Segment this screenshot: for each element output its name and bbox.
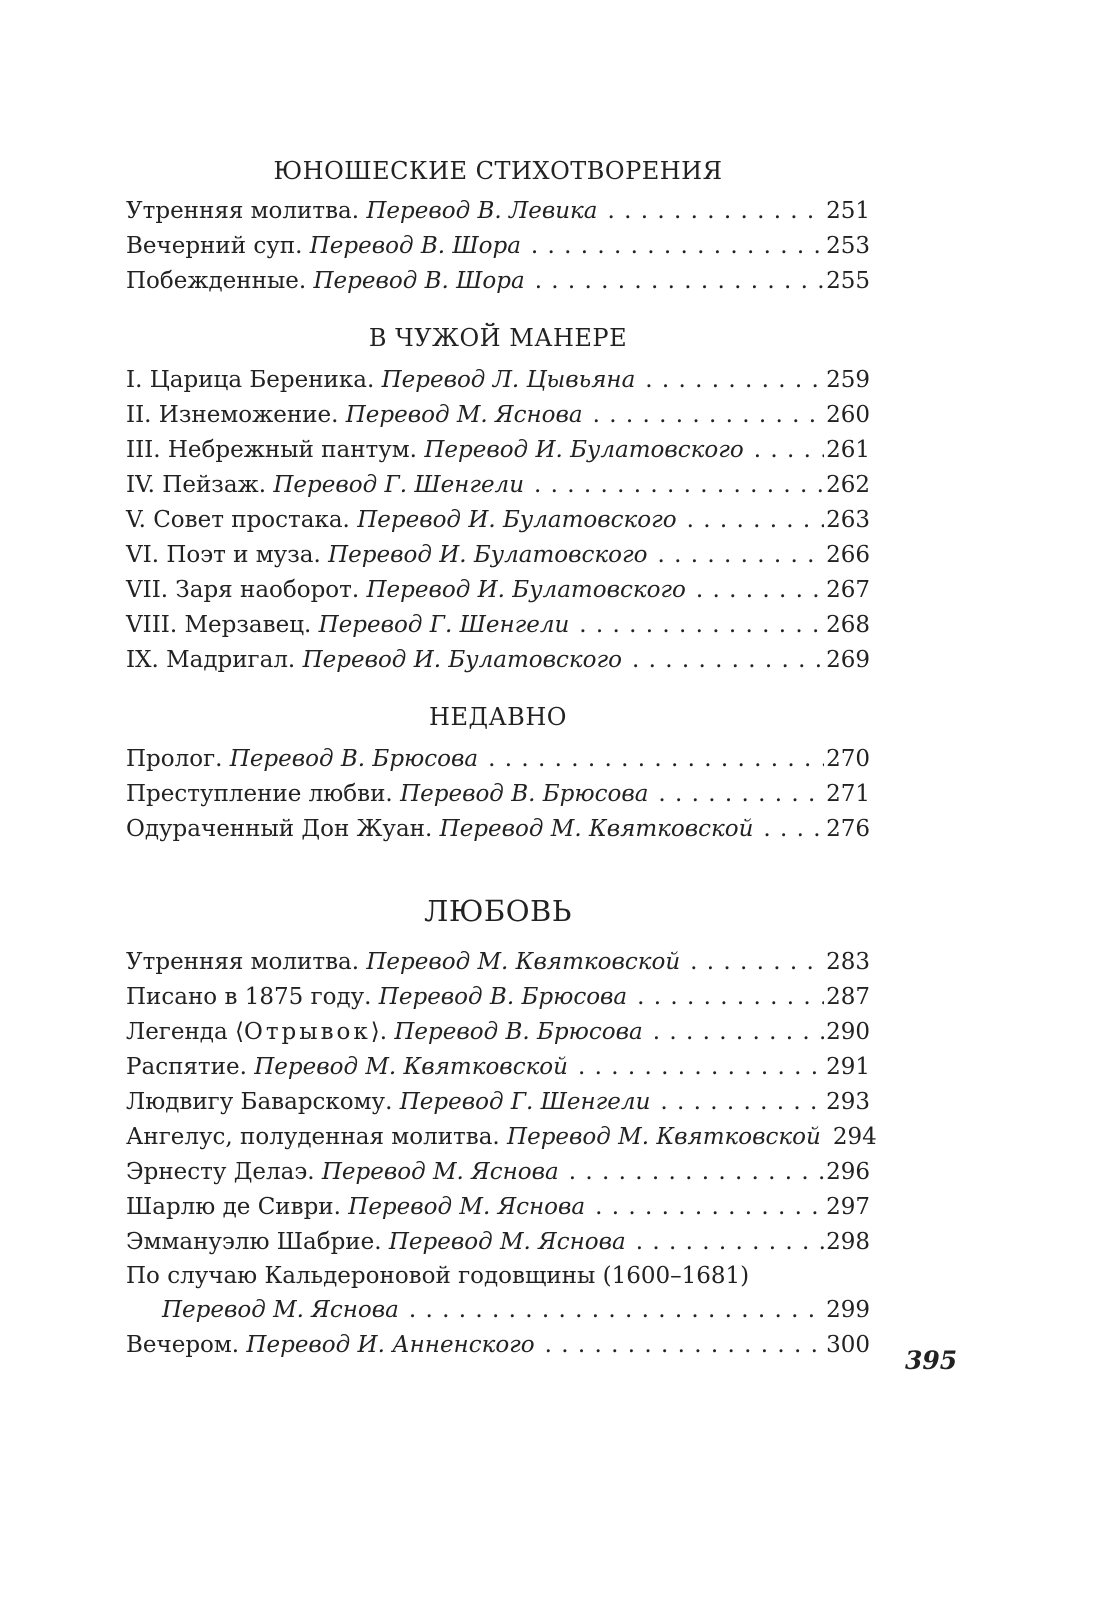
entry-translator: Перевод И. Булатовского	[328, 542, 648, 568]
section-title: НЕДАВНО	[429, 703, 567, 731]
entry-translator: Перевод И. Булатовского	[302, 647, 622, 673]
dot-leader	[637, 980, 824, 1015]
toc-entry	[126, 363, 870, 398]
toc-entry	[126, 643, 870, 678]
entry-translator: Перевод М. Яснова	[388, 1229, 626, 1255]
entry-translator: Перевод В. Шора	[309, 233, 521, 259]
dot-leader	[607, 194, 824, 229]
toc-entry	[126, 777, 870, 812]
dot-leader	[579, 608, 824, 643]
table-of-contents	[126, 150, 877, 1363]
dot-leader	[534, 468, 824, 503]
entry-title: Утренняя молитва.	[126, 198, 360, 224]
dot-leader	[763, 812, 824, 847]
entry-title: Людвигу Баварскому.	[126, 1089, 393, 1115]
entry-title: VI. Поэт и муза.	[126, 542, 321, 568]
dot-leader	[687, 503, 825, 538]
entry-translator: Перевод М. Яснова	[321, 1159, 559, 1185]
entry-translator: Перевод М. Квятковской	[254, 1054, 568, 1080]
section-title: ЮНОШЕСКИЕ СТИХОТВОРЕНИЯ	[273, 157, 723, 185]
dot-leader	[632, 643, 824, 678]
entry-page: 255	[826, 268, 870, 294]
entry-translator: Перевод М. Квятковской	[366, 949, 681, 975]
entry-title: Одураченный Дон Жуан.	[126, 816, 433, 842]
toc-entry	[126, 468, 870, 503]
section-title: ЛЮБОВЬ	[424, 894, 572, 928]
toc-entry	[126, 1050, 870, 1085]
toc-entry	[126, 433, 870, 468]
dot-leader	[593, 398, 824, 433]
dot-leader	[660, 1085, 824, 1120]
toc-section	[126, 891, 877, 1363]
toc-entry	[126, 194, 870, 229]
entry-page: 261	[826, 437, 870, 463]
entry-translator: Перевод М. Яснова	[348, 1194, 586, 1220]
toc-entry	[126, 229, 870, 264]
entry-title: Утренняя молитва.	[126, 949, 360, 975]
entry-page: 293	[826, 1089, 870, 1115]
entry-translator: Перевод В. Брюсова	[378, 984, 628, 1010]
entry-title: Вечерний суп.	[126, 233, 303, 259]
entry-title: Эммануэлю Шабрие.	[126, 1229, 382, 1255]
toc-entry	[126, 538, 870, 573]
entry-title: I. Царица Береника.	[126, 367, 375, 393]
entry-page: 263	[826, 507, 870, 533]
dot-leader	[595, 1190, 824, 1225]
page-number: 395	[905, 1346, 958, 1375]
dot-leader	[488, 742, 824, 777]
entry-translator: Перевод В. Брюсова	[400, 781, 649, 807]
entry-title: V. Совет простака.	[126, 507, 350, 533]
toc-entry	[126, 742, 870, 777]
entry-page: 287	[826, 984, 870, 1010]
entry-translator: Перевод В. Левика	[366, 198, 598, 224]
entry-translator: Перевод Л. Цывьяна	[381, 367, 636, 393]
entry-page: 253	[826, 233, 870, 259]
entry-translator: Перевод И. Булатовского	[366, 577, 686, 603]
toc-entry	[126, 1155, 870, 1190]
dot-leader	[531, 229, 824, 264]
entry-page: 296	[826, 1159, 870, 1185]
toc-entry	[126, 980, 870, 1015]
toc-entry	[126, 812, 870, 847]
entry-title: Вечером.	[126, 1332, 240, 1358]
entry-page: 262	[826, 472, 870, 498]
entry-title: IV. Пейзаж.	[126, 472, 267, 498]
toc-entry	[126, 1225, 870, 1260]
entry-page: 276	[826, 816, 870, 842]
entry-title: II. Изнеможение.	[126, 402, 339, 428]
toc-entry	[126, 1085, 870, 1120]
toc-section	[126, 321, 870, 678]
entry-title: Писано в 1875 году.	[126, 984, 372, 1010]
entry-page: 270	[826, 746, 870, 772]
entry-title: III. Небрежный пантум.	[126, 437, 417, 463]
entry-page: 259	[826, 367, 870, 393]
entry-page: 260	[826, 402, 870, 428]
entry-page: 251	[826, 198, 870, 224]
entry-page: 300	[826, 1332, 870, 1358]
entry-page: 299	[826, 1297, 870, 1323]
entry-translator: Перевод В. Брюсова	[394, 1019, 643, 1045]
entry-title	[126, 1019, 387, 1045]
entry-translator: Перевод В. Шора	[313, 268, 525, 294]
toc-entry	[126, 573, 870, 608]
entry-page: 283	[826, 949, 870, 975]
dot-leader	[535, 264, 824, 299]
toc-section	[126, 700, 870, 847]
dot-leader	[645, 363, 824, 398]
entry-title: Распятие.	[126, 1054, 247, 1080]
entry-title: Шарлю де Сиври.	[126, 1194, 341, 1220]
section-title: В ЧУЖОЙ МАНЕРЕ	[368, 324, 628, 352]
toc-entry	[126, 1328, 870, 1363]
entry-title-post: ⟩.	[370, 1019, 388, 1045]
toc-entry	[126, 1293, 870, 1328]
entry-title-pre: Легенда ⟨	[126, 1019, 244, 1045]
entry-translator: Перевод И. Булатовского	[357, 507, 677, 533]
toc-entry	[126, 945, 870, 980]
entry-title: VII. Заря наоборот.	[126, 577, 360, 603]
entry-title: VIII. Мерзавец.	[126, 612, 312, 638]
dot-leader	[690, 945, 824, 980]
entry-page: 294	[832, 1124, 877, 1150]
entry-page: 298	[826, 1229, 870, 1255]
entry-title: Эрнесту Делаэ.	[126, 1159, 315, 1185]
entry-title-line: По случаю Кальдероновой годовщины (1600–1681)	[126, 1263, 750, 1289]
entry-translator: Перевод М. Яснова	[162, 1297, 399, 1323]
entry-title: Побежденные.	[126, 268, 307, 294]
entry-title: Ангелус, полуденная молитва.	[126, 1124, 500, 1150]
toc-entry	[126, 1015, 870, 1050]
dot-leader	[653, 1015, 824, 1050]
dot-leader	[696, 573, 824, 608]
entry-translator: Перевод М. Квятковской	[507, 1124, 821, 1150]
entry-page: 290	[826, 1019, 870, 1045]
dot-leader	[754, 433, 824, 468]
entry-page: 271	[826, 781, 870, 807]
toc-section	[126, 154, 870, 299]
toc-entry	[126, 1120, 877, 1155]
toc-entry	[126, 503, 870, 538]
dot-leader	[545, 1328, 824, 1363]
dot-leader	[578, 1050, 824, 1085]
entry-translator: Перевод Г. Шенгели	[273, 472, 525, 498]
entry-translator: Перевод И. Булатовского	[424, 437, 744, 463]
dot-leader	[657, 538, 824, 573]
entry-title: Преступление любви.	[126, 781, 393, 807]
entry-translator: Перевод М. Квятковской	[439, 816, 754, 842]
entry-page: 297	[826, 1194, 870, 1220]
entry-page: 268	[826, 612, 870, 638]
dot-leader	[636, 1225, 824, 1260]
entry-page: 266	[826, 542, 870, 568]
dot-leader	[569, 1155, 824, 1190]
entry-translator: Перевод В. Брюсова	[229, 746, 479, 772]
toc-entry	[126, 608, 870, 643]
dot-leader	[658, 777, 824, 812]
entry-page: 291	[826, 1054, 870, 1080]
entry-page: 267	[826, 577, 870, 603]
entry-title: IX. Мадригал.	[126, 647, 296, 673]
entry-translator: Перевод Г. Шенгели	[399, 1089, 651, 1115]
entry-title-spaced: Отрывок	[243, 1019, 371, 1045]
entry-page: 269	[826, 647, 870, 673]
toc-entry	[126, 264, 870, 299]
entry-translator: Перевод И. Анненского	[246, 1332, 535, 1358]
toc-entry	[126, 1190, 870, 1225]
entry-translator: Перевод Г. Шенгели	[318, 612, 570, 638]
entry-translator: Перевод М. Яснова	[345, 402, 583, 428]
toc-entry	[126, 398, 870, 433]
entry-title: Пролог.	[126, 746, 223, 772]
dot-leader	[409, 1293, 824, 1328]
